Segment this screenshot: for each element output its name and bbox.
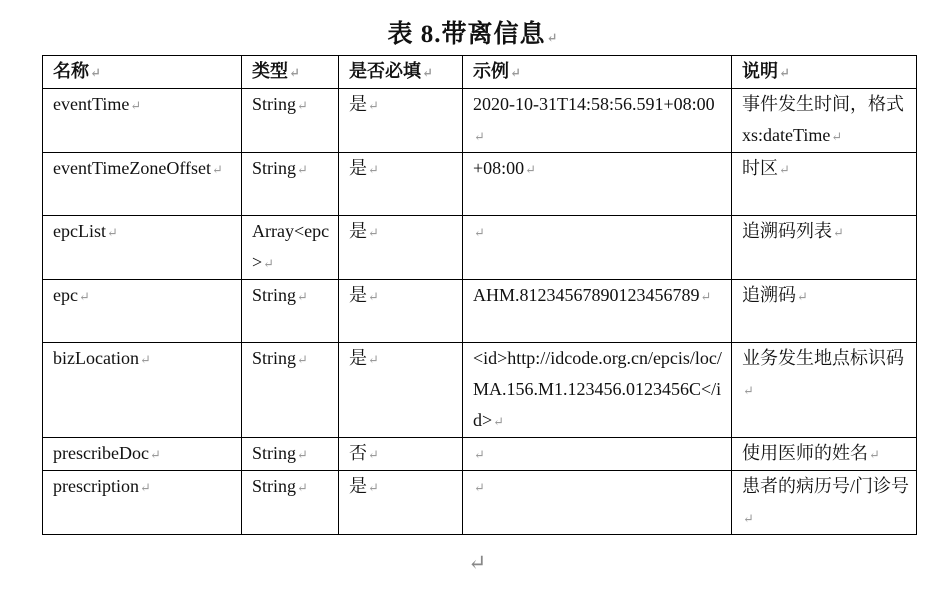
paragraph-mark-icon: ↵	[468, 550, 487, 575]
table-row	[43, 280, 917, 343]
data-table	[42, 55, 917, 535]
table-row	[43, 438, 917, 471]
cell-name: epcList ↵	[43, 216, 242, 280]
cell-required: 是 ↵	[339, 153, 463, 216]
header-example: 示例 ↵	[463, 56, 732, 89]
cell-name: prescription ↵	[43, 471, 242, 535]
table-row	[43, 89, 917, 153]
cell-required: 是 ↵	[339, 280, 463, 343]
cell-required: 是 ↵	[339, 471, 463, 535]
cell-example	[463, 216, 732, 280]
cell-name: eventTime ↵	[43, 89, 242, 153]
cell-type: String ↵	[242, 343, 339, 438]
table-row	[43, 216, 917, 280]
caption-text: 表 8.带离信息	[387, 21, 546, 48]
cell-required: 否 ↵	[339, 438, 463, 471]
cell-example: +08:00 ↵	[463, 153, 732, 216]
cell-type: String ↵	[242, 438, 339, 471]
header-required: 是否必填 ↵	[339, 56, 463, 89]
cell-description: 追溯码列表 ↵	[732, 216, 917, 280]
cell-example	[463, 438, 732, 471]
table-caption	[0, 14, 946, 50]
cell-description: 事件发生时间，格式 xs:dateTime ↵	[732, 89, 917, 153]
cell-name: epc ↵	[43, 280, 242, 343]
cell-type: String ↵	[242, 153, 339, 216]
cell-required: 是 ↵	[339, 89, 463, 153]
cell-name: bizLocation ↵	[43, 343, 242, 438]
table-row	[43, 343, 917, 438]
header-type: 类型 ↵	[242, 56, 339, 89]
cell-example: AHM.81234567890123456789 ↵	[463, 280, 732, 343]
cell-type: String ↵	[242, 471, 339, 535]
cell-example: 2020-10-31T14:58:56.591+08:00 ↵	[463, 89, 732, 153]
table-row	[43, 471, 917, 535]
cell-type: String ↵	[242, 89, 339, 153]
cell-type: Array<epc> ↵	[242, 216, 339, 280]
header-name: 名称 ↵	[43, 56, 242, 89]
cell-description: 患者的病历号/门诊号 ↵	[732, 471, 917, 535]
table-row	[43, 153, 917, 216]
cell-required: 是 ↵	[339, 343, 463, 438]
table-header-row	[43, 56, 917, 89]
paragraph-mark-icon	[546, 21, 559, 48]
cell-description: 业务发生地点标识码 ↵	[732, 343, 917, 438]
cell-example: <id>http://idcode.org.cn/epcis/loc/MA.156.M1.123456.0123456C</id> ↵	[463, 343, 732, 438]
cell-required: 是 ↵	[339, 216, 463, 280]
cell-description: 追溯码 ↵	[732, 280, 917, 343]
cell-type: String ↵	[242, 280, 339, 343]
cell-name: prescribeDoc ↵	[43, 438, 242, 471]
cell-name: eventTimeZoneOffset ↵	[43, 153, 242, 216]
header-description: 说明 ↵	[732, 56, 917, 89]
cell-example	[463, 471, 732, 535]
cell-description: 使用医师的姓名 ↵	[732, 438, 917, 471]
cell-description: 时区 ↵	[732, 153, 917, 216]
